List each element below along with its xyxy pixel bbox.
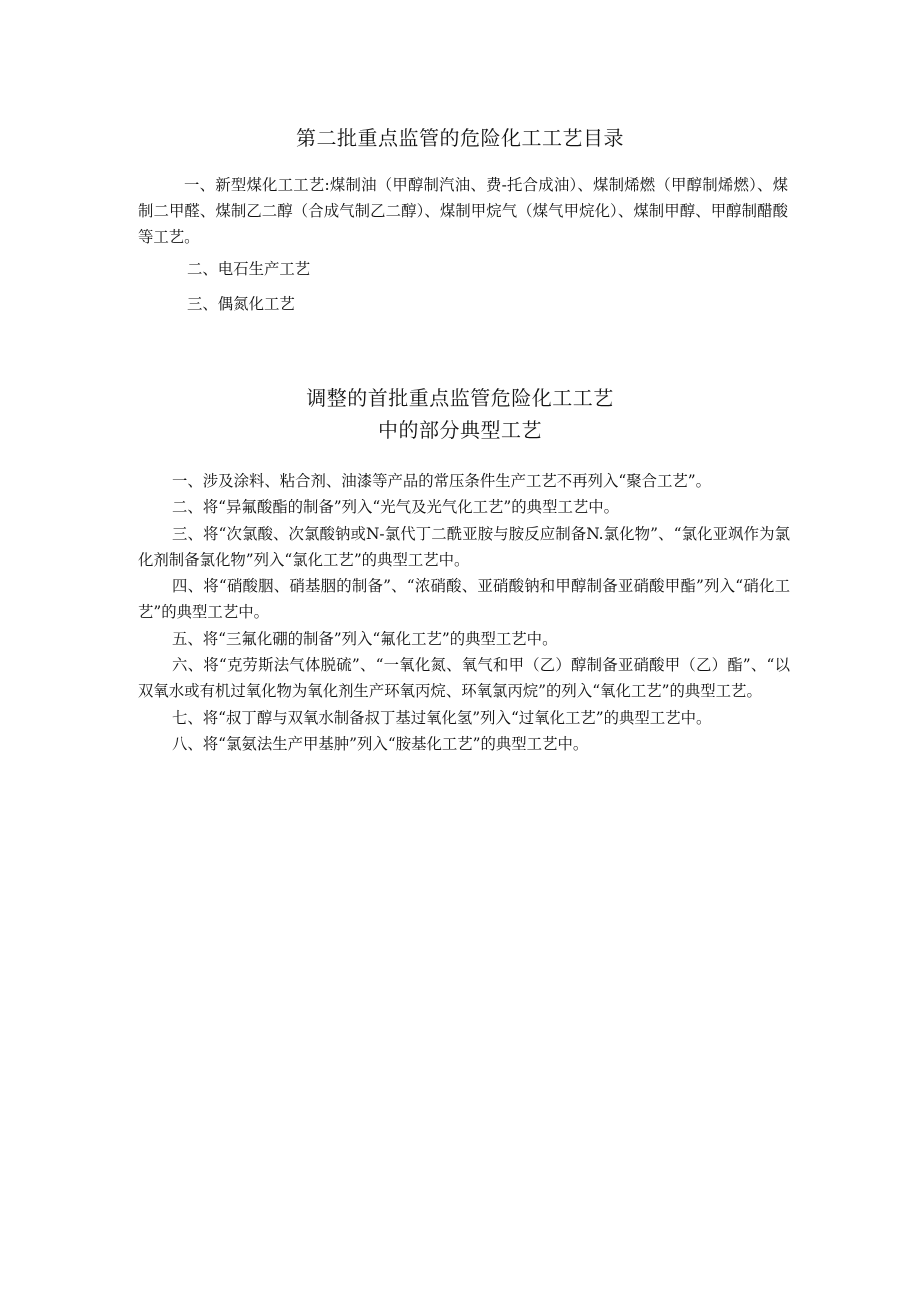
section2-item-4: 四、将“硝酸胭、硝基胭的制备”、“浓硝酸、亚硝酸钠和甲醇制备亚硝酸甲酯”列入“硝化工艺”的典型工艺中。 [138,577,790,622]
section2-item-7: 七、将“叔丁醇与双氧水制备叔丁基过氧化氢”列入“过氧化工艺”的典型工艺中。 [172,708,712,727]
section1-title: 第二批重点监管的危险化工工艺目录 [296,126,624,150]
section2-item-2: 二、将“异氟酸酯的制备”列入“光气及光气化工艺”的典型工艺中。 [172,498,620,517]
section2-title-line1: 调整的首批重点监管危险化工工艺 [306,386,614,410]
section2-item-6: 六、将“克劳斯法气体脱硫”、“一氧化氮、氧气和甲（乙）醇制备亚硝酸甲（乙）酯”、“以双氧水或有机过氧化物为氧化剂生产环氧丙烷、环氧氯丙烷”的列入“氧化工艺”的典型工艺。 [138,656,790,701]
section2-item-8: 八、将“氯氨法生产甲基肿”列入“胺基化工艺”的典型工艺中。 [172,734,589,753]
section1-item-2: 二、电石生产工艺 [187,260,311,278]
section2-item-1: 一、涉及涂料、粘合剂、油漆等产品的常压条件生产工艺不再列入“聚合工艺”。 [172,472,712,490]
section1-item-1: 一、新型煤化工工艺:煤制油（甲醇制汽油、费-托合成油）、煤制烯燃（甲醇制烯燃）、煤制二甲醛、煤制乙二醇（合成气制乙二醇）、煤制甲烷气（煤气甲烷化）、煤制甲醇、甲醇制醋酸等工艺。 [138,176,788,246]
section1-item-3: 三、偶氮化工艺 [187,295,295,313]
section2-title-line2: 中的部分典型工艺 [378,418,542,442]
section2-item-3: 三、将“次氯酸、次氯酸钠或N-氯代丁二酰亚胺与胺反应制备N.氯化物”、“氯化亚飒作为氯化剂制备氯化物”列入“氯化工艺”的典型工艺中。 [138,524,790,569]
section2-list [138,468,790,757]
section2-title [0,382,920,446]
section2-item-5: 五、将“三氟化硼的制备”列入“氟化工艺”的典型工艺中。 [172,629,558,648]
